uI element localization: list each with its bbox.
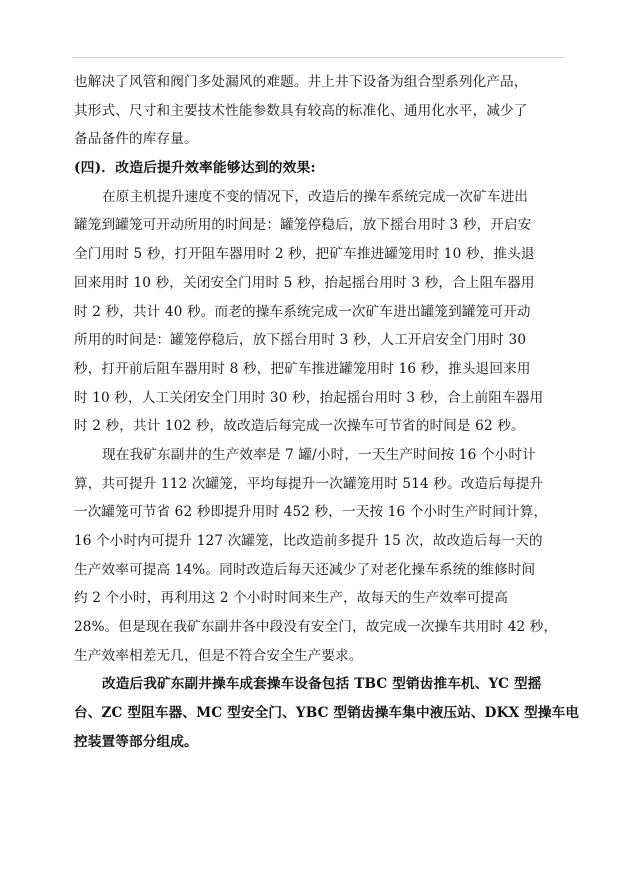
- text-line: 生产效率相差无几，但是不符合安全生产要求。: [74, 647, 363, 664]
- text-line: 备品备件的库存量。: [74, 131, 198, 148]
- text-line: 28%。但是现在我矿东副井各中段没有安全门，故完成一次操车共用时 42 秒，: [74, 619, 558, 636]
- text-line: 时 2 秒，共计 102 秒，故改造后每完成一次操车可节省的时间是 62 秒。: [74, 418, 525, 435]
- paragraph-1: [74, 68, 566, 154]
- paragraph-3: [74, 441, 566, 671]
- text-line: 所用的时间是：罐笼停稳后，放下摇台用时 3 秒，人工开启安全门用时 30: [74, 332, 527, 349]
- text-line: 算，共可提升 112 次罐笼，平均每提升一次罐笼用时 514 秒。改造后每提升: [74, 475, 544, 492]
- text-line: 约 2 个小时，再利用这 2 个小时时间来生产，故每天的生产效率可提高: [74, 590, 509, 607]
- text-line: 罐笼到罐笼可开动所用的时间是：罐笼停稳后，放下摇台用时 3 秒，开启安: [74, 217, 532, 234]
- header-rule: [72, 57, 564, 58]
- text-line: 在原主机提升速度不变的情况下，改造后的操车系统完成一次矿车进出: [102, 188, 529, 205]
- body-text: [74, 68, 580, 757]
- text-line: 时 10 秒，人工关闭安全门用时 30 秒，抬起摇台用时 3 秒，合上前阻车器用: [74, 389, 544, 406]
- text-line: 秒，打开前后阻车器用时 8 秒，把矿车推进罐笼用时 16 秒，推头退回来用: [74, 360, 531, 377]
- text-line: 改造后我矿东副井操车成套操车设备包括 TBC 型销齿推车机、YC 型摇: [102, 676, 542, 693]
- text-line: 控装置等部分组成。: [74, 733, 198, 750]
- text-line: 一次罐笼可节省 62 秒即提升用时 452 秒，一天按 16 个小时生产时间计算，: [74, 504, 548, 521]
- text-line: 时 2 秒，共计 40 秒。而老的操车系统完成一次矿车进出罐笼到罐笼可开动: [74, 303, 531, 320]
- text-line: 回来用时 10 秒，关闭安全门用时 5 秒，抬起摇台用时 3 秒，合上阻车器用: [74, 274, 535, 291]
- text-line: 台、ZC 型阻车器、MC 型安全门、YBC 型销齿操车集中液压站、DKX 型操车电: [74, 705, 580, 722]
- text-line: 全门用时 5 秒，打开阻车器用时 2 秒，把矿车推进罐笼用时 10 秒，推头退: [74, 246, 535, 263]
- section-heading: (四)．改造后提升效率能够达到的效果:: [74, 160, 316, 177]
- text-line: 也解决了风管和阀门多处漏风的难题。井上井下设备为组合型系列化产品，: [74, 74, 528, 90]
- text-line: 16 个小时内可提升 127 次罐笼，比改造前多提升 15 次，故改造后每一天的: [74, 533, 543, 549]
- paragraph-2: [74, 183, 566, 441]
- text-line: 现在我矿东副井的生产效率是 7 罐/小时，一天生产时间按 16 个小时计: [102, 446, 536, 463]
- text-line: 其形式、尺寸和主要技术性能参数具有较高的标准化、通用化水平，减少了: [74, 102, 528, 119]
- text-line: 生产效率可提高 14%。同时改造后每天还减少了对老化操车系统的维修时间: [74, 561, 536, 578]
- paragraph-4: [74, 670, 580, 756]
